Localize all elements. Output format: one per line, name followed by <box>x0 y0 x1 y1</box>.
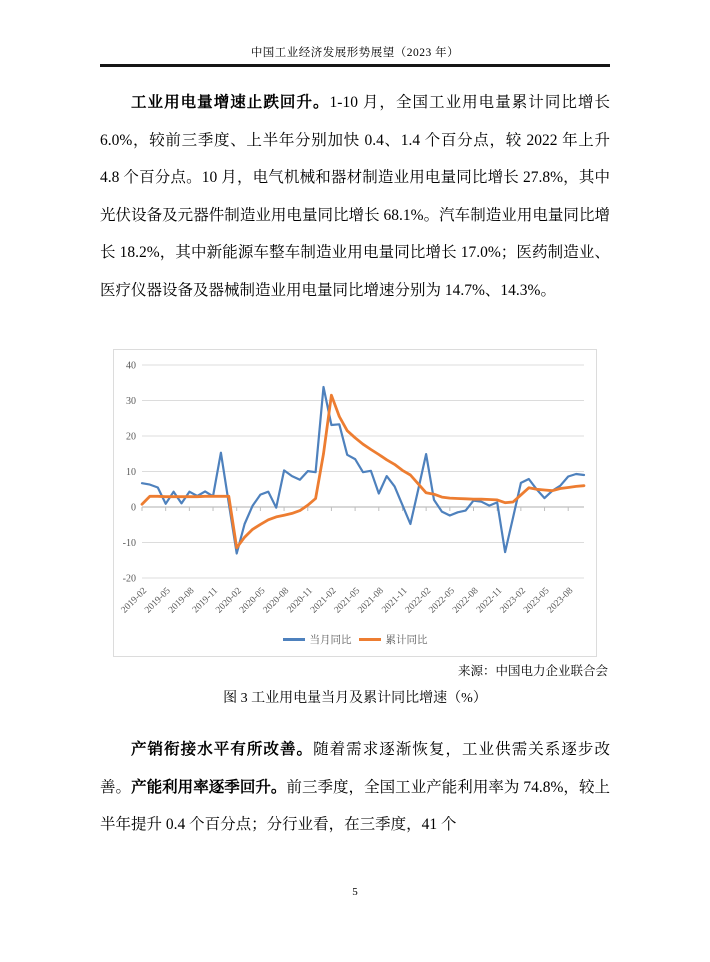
paragraph-electricity-bold-lead: 工业用电量增速止跌回升。 <box>131 94 330 111</box>
svg-text:2021-05: 2021-05 <box>332 586 363 616</box>
svg-text:-10: -10 <box>122 538 136 549</box>
chart-legend <box>114 632 596 647</box>
svg-text:2022-05: 2022-05 <box>427 586 457 616</box>
svg-text:2019-05: 2019-05 <box>143 586 173 616</box>
paragraph-capacity-text-2: 前三季度，全国工业产能利用率为 74.8%，较上半年提升 0.4 个百分点；分行业看，在三季度，41 个 <box>100 778 610 833</box>
svg-text:2020-11: 2020-11 <box>285 586 315 616</box>
svg-text:20: 20 <box>126 431 136 443</box>
paragraph-capacity-bold-mid: 产能利用率逐季回升。 <box>131 778 287 796</box>
line-chart-svg <box>114 350 598 630</box>
legend-label-monthly: 当月同比 <box>309 635 352 646</box>
svg-text:2021-08: 2021-08 <box>356 586 386 616</box>
paragraph-capacity-text-1: 随着需求逐渐恢复，工业供需关系逐步改善。 <box>100 741 610 796</box>
legend-item-monthly <box>283 632 352 647</box>
svg-text:2019-02: 2019-02 <box>119 586 150 616</box>
paragraph-capacity <box>100 731 610 844</box>
page-header-title: 中国工业经济发展形势展望（2023 年） <box>250 47 460 59</box>
svg-text:2020-05: 2020-05 <box>238 586 268 616</box>
legend-swatch-cumulative <box>359 638 381 641</box>
svg-text:2019-08: 2019-08 <box>167 586 197 616</box>
header-divider <box>100 64 610 67</box>
legend-item-cumulative <box>359 632 428 647</box>
svg-text:-20: -20 <box>122 573 136 585</box>
svg-text:2022-02: 2022-02 <box>403 586 434 616</box>
svg-text:2021-11: 2021-11 <box>380 586 410 616</box>
svg-text:30: 30 <box>126 396 136 407</box>
svg-text:10: 10 <box>126 467 136 478</box>
svg-text:2022-11: 2022-11 <box>475 586 505 616</box>
legend-swatch-monthly <box>283 638 305 641</box>
figure-caption: 图 3 工业用电量当月及累计同比增速（%） <box>223 691 487 706</box>
svg-text:2019-11: 2019-11 <box>190 586 221 616</box>
svg-text:2020-08: 2020-08 <box>261 586 292 616</box>
svg-text:0: 0 <box>131 502 136 514</box>
page-number: 5 <box>352 886 358 898</box>
legend-label-cumulative: 累计同比 <box>385 635 428 646</box>
svg-text:2020-02: 2020-02 <box>214 586 244 616</box>
svg-text:40: 40 <box>126 360 136 372</box>
svg-text:2023-02: 2023-02 <box>498 586 528 616</box>
paragraph-electricity-body: 1-10 月，全国工业用电量累计同比增长 6.0%，较前三季度、上半年分别加快 0.4、1.4 个百分点，较 2022 年上升 4.8 个百分点。10 月，电气机械和器材制造业用电量同比增长 27.8%，其中光伏设备及元器件制造业用电量同比增长 68.1%。汽车制造业用电量同比增长 18.2%，其中新能源车整车制造业用电量同比增长 17.0%；医药制造业、医疗仪器设备及器械制造业用电量同比增速分别为 14.7%、14.3%。 <box>100 94 610 299</box>
figure-3-chart <box>113 349 597 657</box>
figure-source: 来源：中国电力企业联合会 <box>457 664 608 678</box>
svg-text:2023-05: 2023-05 <box>522 586 552 616</box>
svg-text:2023-08: 2023-08 <box>545 586 576 616</box>
paragraph-electricity <box>100 84 610 309</box>
paragraph-capacity-bold-lead: 产销衔接水平有所改善。 <box>131 741 314 758</box>
svg-text:2021-02: 2021-02 <box>309 586 339 616</box>
svg-text:2022-08: 2022-08 <box>451 586 481 616</box>
